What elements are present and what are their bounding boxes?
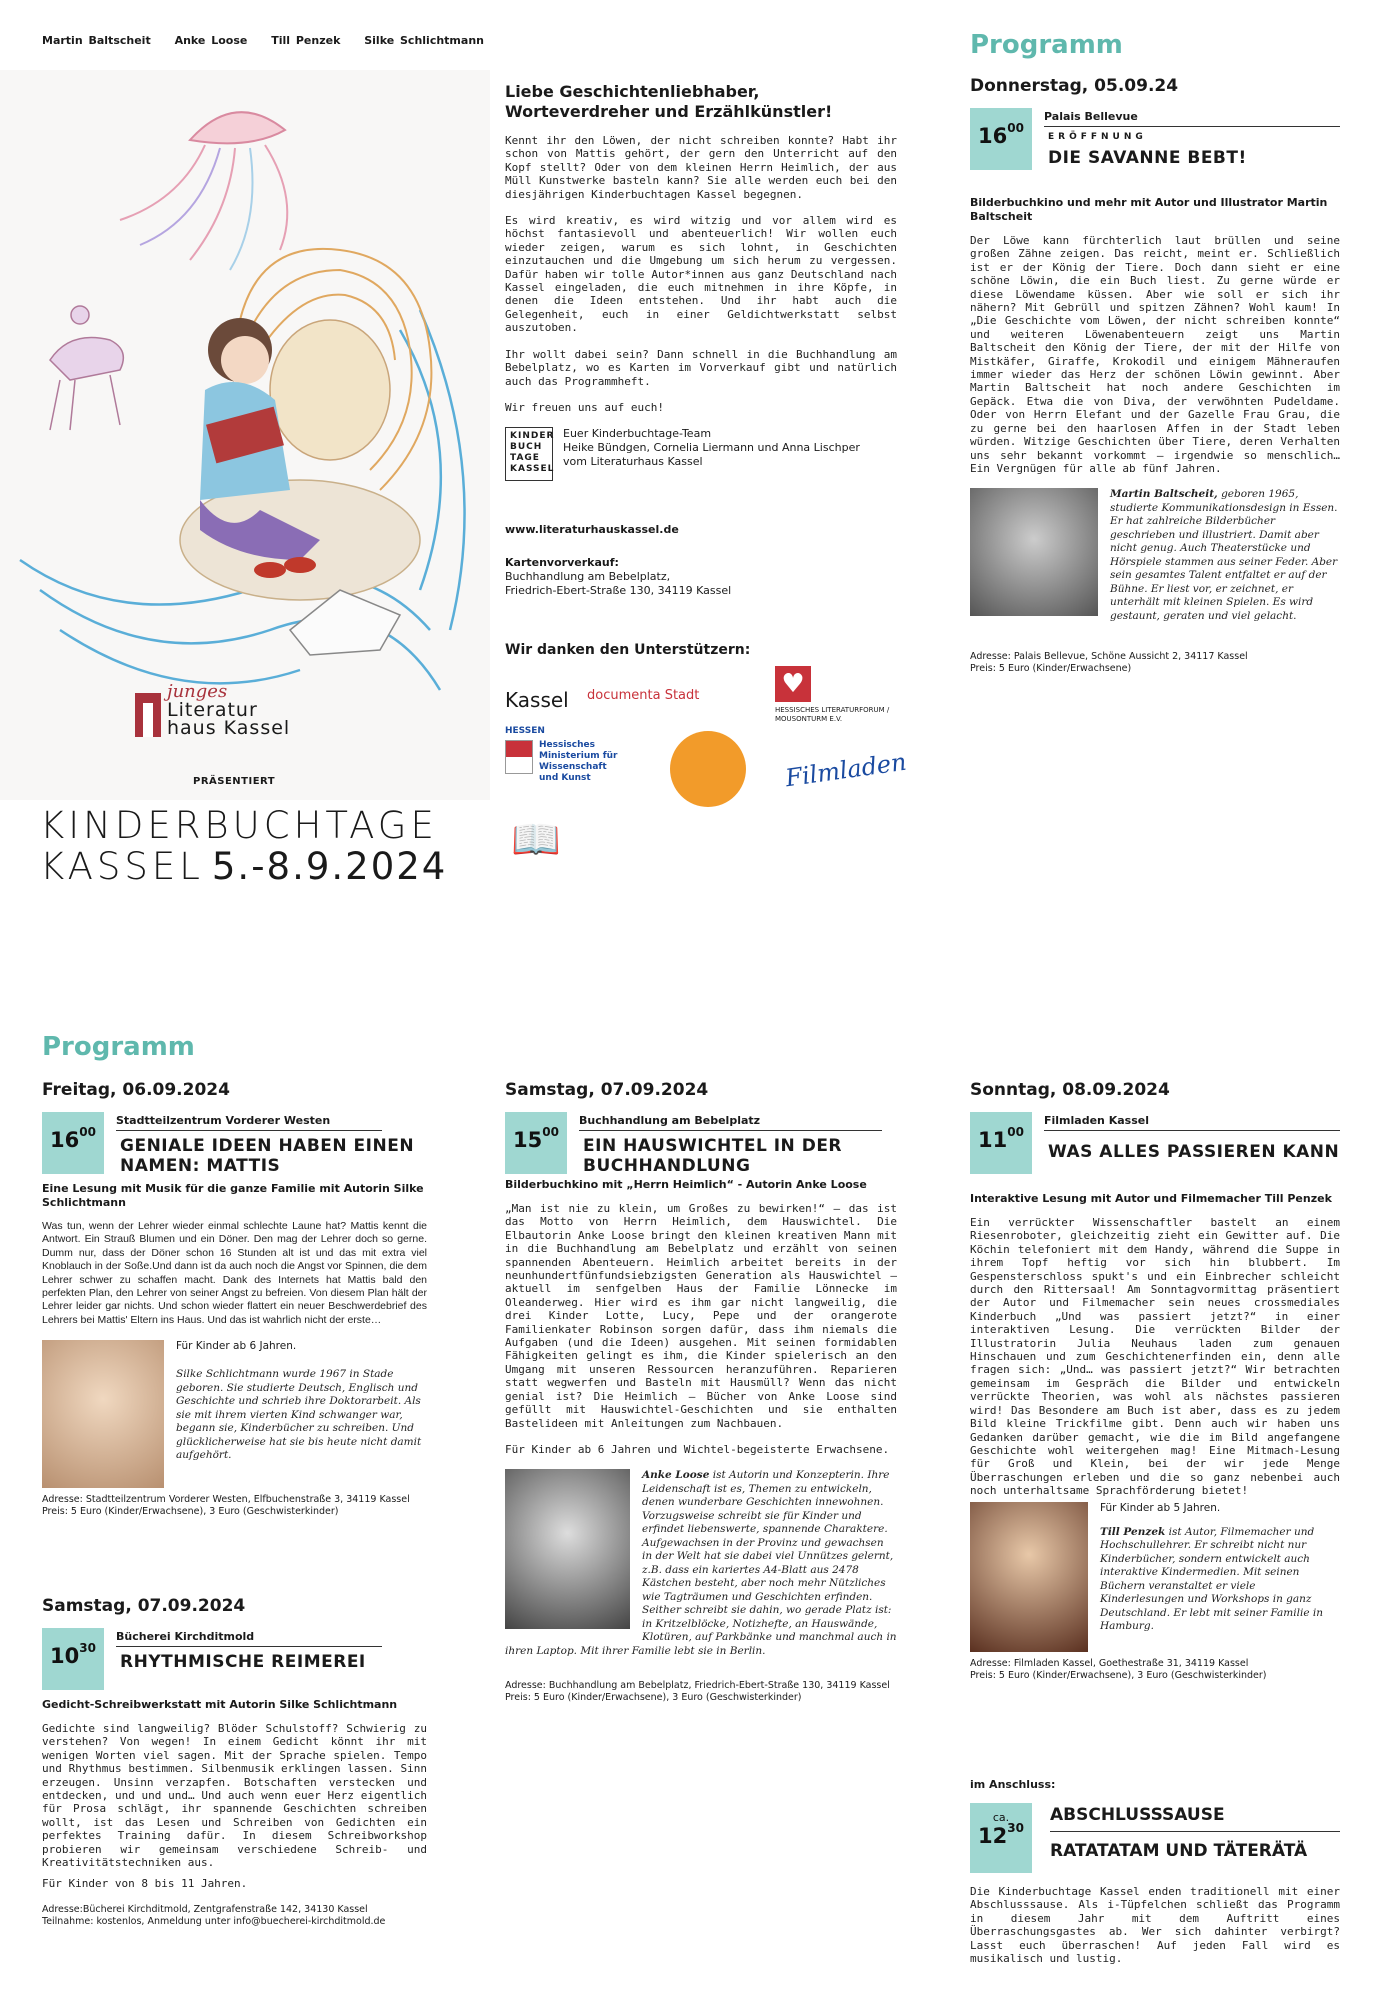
time-box: $15^{00}$ [505, 1112, 567, 1174]
saturday-morning-section [42, 1596, 427, 1928]
sponsor-hlf: HESSISCHES LITERATURFORUM / MOUSONTURM E.V. [775, 706, 890, 724]
author-list [42, 34, 502, 47]
saturday-afternoon-section [505, 1080, 897, 1704]
author-photo [970, 1502, 1088, 1652]
reading-book-icon: 📖 [511, 817, 561, 864]
hero-dates: 5.-8.9.2024 [211, 845, 448, 888]
team-line: Euer Kinderbuchtage-Team [563, 427, 712, 441]
event-title: RATATATAM UND TÄTERÄTÄ [1050, 1841, 1308, 1861]
author-photo [505, 1469, 630, 1629]
author-name: Till Penzek [271, 34, 341, 47]
time-box: ca. $12^{30}$ [970, 1803, 1032, 1873]
logo-line3: haus Kassel [167, 717, 291, 739]
team-signature [505, 427, 897, 481]
event-address: Adresse: Filmladen Kassel, Goethestraße 31, 34119 Kassel Preis: 5 Euro (Kinder/Erwachsene), 3 Euro (Geschwisterkinder) [970, 1657, 1267, 1681]
sunday-section [970, 1080, 1340, 1682]
heart-icon: ♥ [775, 666, 811, 702]
closing-section [970, 1778, 1340, 1978]
hero-line1: KINDERBUCHTAGE [40, 804, 438, 847]
team-line: vom Literaturhaus Kassel [563, 455, 703, 469]
event-subline: Interaktive Lesung mit Autor und Filmemacher Till Penzek [970, 1192, 1332, 1205]
sponsor-documenta: documenta Stadt [587, 688, 700, 704]
event-address: Adresse:Bücherei Kirchditmold, Zentgrafenstraße 142, 34130 Kassel Teilnahme: kostenlos, Anmeldung unter info@buecherei-kirchditmold.de [42, 1903, 386, 1927]
author-name: Silke Schlichtmann [364, 34, 484, 47]
intro-paragraph: Ihr wollt dabei sein? Dann schnell in die Buchhandlung am Bebelplatz, wo es Karten im Vorverkauf gibt und natürlich auch das Programmheft. [505, 347, 897, 388]
sponsor-kassel: Kassel [505, 688, 569, 713]
event-description: Die Kinderbuchtage Kassel enden traditionell mit einer Abschlusssause. Als i-Tüpfelchen schließt das Programm in diesem Jahr mit dem Auftritt eines Überraschungsgastes ab. Wer sich dahinter verbirgt? Lasst euch überraschen! Auf jeden Fall wird es musikalisch und lustig. [970, 1885, 1340, 1966]
sponsor-filmladen: Filmladen [783, 747, 909, 793]
time-box: $16^{00}$ [970, 108, 1032, 170]
presale-info: Kartenvorverkauf: Buchhandlung am Bebelplatz, Friedrich-Ebert-Straße 130, 34119 Kassel [505, 556, 732, 598]
intro-paragraph: Es wird kreativ, es wird witzig und vor allem wird es höchst fantasievoll und abenteuerlich! Wir wollen euch wieder zeigen, warum es sich lohnt, in Geschichten einzutauchen und die Umgebung um sich herum zu vergessen. Dafür haben wir tolle Autor*innen aus ganz Deutschland nach Kassel eingeladen, die euch mitnehmen in ihre Köpfe, in denen die Ideen entstehen. Und ihr habt auch die Gelegenheit, euch in einer Geldichtwerkstatt selbst auszutoben. [505, 214, 897, 335]
event-description: Ein verrückter Wissenschaftler bastelt an einem Riesenroboter, gleichzeitig zieht ein Gewitter auf. Die Köchin telefoniert mit dem Handy, während die Suppe in ihrem Topf heftig vor sich hin blubbert. Im Gespensterschloss spukt's und ein Einbrecher schleicht durch den Rittersaal! Am Sonntagvormittag präsentiert der Autor und Filmemacher sein neues crossmediales Kinderbuch „Und was passiert jetzt?“ in einer interaktiven Lesung. Die verrückten Bilder der Illustratorin Julia Neuhaus laden zum genauen Hinschauen und zum Geschichtenerfinden ein, denn alle fragen sich: „Und… was passiert jetzt?“ Wir betrachten gemeinsam im Gespräch die Bilder und entwickeln verrückte Theorien, was wohl als nächstes passieren wird! Das Besondere am Buch ist aber, dass es zu jedem Bild kleine Trickfilme gibt. Denn auch wir haben uns Gedanken darüber gemacht, wie die im Bild angefangene Geschichte wohl weitergehen mag! Eine Mitmach-Lesung für Groß und Klein, bei der wir jede Menge Überraschungen erleben und die so ganz nebenbei auch noch unterhaltsame Sprachförderung bietet! [970, 1216, 1340, 1498]
event-header [970, 108, 1340, 174]
time-box: $10^{30}$ [42, 1628, 104, 1690]
author-bio: Anke Loose ist Autorin und Konzepterin. Ihre Leidenschaft ist es, Themen zu entwickeln, denen wunderbare Geschichten innewohnen. Vorzugsweise schreibt sie für Kinder und erfindet liebenswerte, spannende Charaktere. Aufgewachsen in der Provinz und gewachsen in der Welt hat sie dabei viel Unnützes gelernt, z.B. dass ein kariertes A4-Blatt aus 2478 Kästchen besteht, aber noch mehr Nützliches wie Tagträumen und Geschichten erfinden. Seither schreibt sie dahin, wo gerade Platz ist: in Kritzelblöcke, Notizhefte, an Hauswände, Klotüren, auf Parkbänke und manchmal auch in ihren Laptop. Mit ihrer Familie lebt sie in Berlin. [505, 1469, 897, 1657]
event-description: Gedichte sind langweilig? Blöder Schulstoff? Schwierig zu verstehen? Von wegen! In einem Gedicht könnt ihr mit wenigen Worten viel sagen. Mit der Sprache spielen. Tempo und Rhythmus bestimmen. Silbenmusik erklingen lassen. Sinn erzeugen. Unsinn verzapfen. Botschaften verstecken und entdecken, und und und… Und auch wenn euer Herz eigentlich für Prosa schlägt, ihr spannende Geschichten schreiben wollt, ist das Lesen und Schreiben von Gedichten ein perfektes Training dafür. In diesem Schreibworkshop probieren wir gemeinsam verschiedene Schreib- und Kreativitätstechniken aus. [42, 1722, 427, 1870]
presents-label: PRÄSENTIERT [193, 776, 276, 787]
venue-name: Buchhandlung am Bebelplatz [579, 1114, 882, 1131]
author-photo [42, 1340, 164, 1488]
venue-name: Filmladen Kassel [1044, 1114, 1340, 1131]
day-heading: Samstag, 07.09.2024 [505, 1080, 709, 1100]
logo-line2: Literatur [167, 699, 258, 721]
event-header [505, 1112, 897, 1174]
website-link[interactable]: www.literaturhauskassel.de [505, 523, 679, 537]
day-heading: Donnerstag, 05.09.24 [970, 76, 1179, 96]
venue-name: Bücherei Kirchditmold [116, 1630, 382, 1647]
event-header [42, 1628, 427, 1690]
hero-city: KASSEL [40, 845, 204, 888]
age-info: Für Kinder ab 5 Jahren. [1100, 1501, 1221, 1514]
event-title: EIN HAUSWICHTEL IN DER BUCHHANDLUNG [583, 1136, 843, 1176]
sponsor-hessen: HESSEN [505, 726, 545, 737]
author-name: Anke Loose [174, 34, 248, 47]
anschluss-label: im Anschluss: [970, 1778, 1056, 1791]
time-box: $11^{00}$ [970, 1112, 1032, 1174]
day-heading: Samstag, 07.09.2024 [42, 1596, 246, 1616]
event-title: RHYTHMISCHE REIMEREI [120, 1652, 366, 1672]
event-description: „Man ist nie zu klein, um Großes zu bewirken!“ – das ist das Motto von Herrn Heimlich, dem Hauswichtel. Die Elbautorin Anke Loose bringt den kleinen kreativen Mann mit in die Buchhandlung am Bebelplatz und erzählt von seinen spannenden Abenteuern. Heimlich arbeitet bereits in der neunhundertfünfundsiebzigsten Generation als Hauswichtel – aktuell im senfgelben Haus der Familie Lönnecke im Oleanderweg. Hier wird es ihm gar nicht langweilig, die drei Kinder Lotte, Lucy, Pepe und der orangerote Familienkater Robinson sorgen dafür, dass ihm niemals die Aufgaben (und die Ideen) ausgehen. Mit seinen formidablen Fähigkeiten gelingt es ihm, die Kinder spielerisch an den Umgang mit unseren Ressourcen heranzuführen. Reparieren statt wegwerfen und Basteln mit Hausmüll? Wenn das nicht genial ist? Die Heimlich – Bücher von Anke Loose sind gefüllt mit Hauswichtel-Geschichten und sie enthalten Bastelideen mit Anleitungen zum Nachbauen. [505, 1202, 897, 1430]
time-box: $16^{00}$ [42, 1112, 104, 1174]
sponsor-hmwk: Hessisches Ministerium für Wissenschaft und Kunst [539, 740, 618, 784]
programm-heading: Programm [970, 30, 1123, 60]
kinderbuchtage-logo: KINDER BUCH TAGE KASSEL [505, 427, 553, 481]
team-line: Heike Bündgen, Cornelia Liermann und Anna Lischper [563, 441, 860, 455]
author-bio: Silke Schlichtmann wurde 1967 in Stade geboren. Sie studierte Deutsch, Englisch und Geschichte und schrieb ihre Doktorarbeit. Als sie mit ihrem vierten Kind schwanger war, begann sie, Kinderbücher zu schreiben. Und glücklicherweise hat sie bis heute nicht damit aufgehört. [176, 1368, 422, 1462]
hessen-crest-icon [505, 740, 533, 774]
age-info: Für Kinder ab 6 Jahren und Wichtel-begeisterte Erwachsene. [505, 1442, 890, 1456]
opening-label: ERÖFFNUNG [1048, 132, 1147, 142]
friday-section [42, 1080, 427, 1518]
event-title: GENIALE IDEEN HABEN EINEN NAMEN: MATTIS [120, 1136, 415, 1176]
venue-name: Palais Bellevue [1044, 110, 1340, 127]
event-address: Adresse: Buchhandlung am Bebelplatz, Friedrich-Ebert-Straße 130, 34119 Kassel Preis: 5 Euro (Kinder/Erwachsene), 3 Euro (Geschwisterkinder) [505, 1680, 890, 1704]
event-address: Adresse: Palais Bellevue, Schöne Aussicht 2, 34117 Kassel Preis: 5 Euro (Kinder/Erwachsene) [970, 651, 1248, 675]
event-header [970, 1803, 1340, 1875]
sponsors-heading: Wir danken den Unterstützern: [505, 642, 751, 659]
programm-heading: Programm [42, 1032, 195, 1062]
event-subline: Bilderbuchkino mit „Herrn Heimlich“ - Autorin Anke Loose [505, 1178, 867, 1191]
intro-column [505, 82, 909, 866]
author-photo [970, 488, 1098, 616]
thursday-section [970, 30, 1340, 675]
event-subline: Bilderbuchkino und mehr mit Autor und Illustrator Martin Baltscheit [970, 196, 1328, 223]
event-description: Der Löwe kann fürchterlich laut brüllen und seine großen Zähne zeigen. Das reicht, meint er. Schließlich ist er der König der Tiere. Doch dann sieht er eine schöne Löwin, die ein Buch liest. Zu gerne würde er diese Löwendame küssen. Aber wie soll er sich ihr nähern? Mit Gebrüll und spitzen Zähnen? Wohl kaum! In „Die Geschichte vom Löwen, der nicht schreiben konnte“ und weiteren Löwenabenteuern zeigt uns Martin Baltscheit den König der Tiere, der mit der Hilfe von Mistkäfer, Giraffe, Krokodil und einigem Mähneraufen immer wieder das Herz der schönen Löwin gewinnt. Aber Martin Baltscheit hat noch andere Geschichten im Gepäck. Etwa die von Diva, der verwöhnten Pudeldame. Oder von Herrn Elefant und der Gazelle Frau Grau, die zu gerne bei den haarlosen Affen in der Stadt leben würden. Witzige Geschichten über Tiere, deren Verhalten uns sehr bekannt vorkommt – irgendwie so menschlich… Ein Vergnügen für alle ab fünf Jahren. [970, 234, 1340, 475]
day-heading: Sonntag, 08.09.2024 [970, 1080, 1170, 1100]
event-subline: Gedicht-Schreibwerkstatt mit Autorin Silke Schlichtmann [42, 1698, 398, 1711]
event-title: WAS ALLES PASSIEREN KANN [1048, 1142, 1340, 1162]
sponsor-logos [505, 666, 909, 866]
author-bio: Till Penzek ist Autor, Filmemacher und Hochschullehrer. Er schreibt nicht nur Kinderbücher, sondern entwickelt auch interaktive Kindermedien. Mit seinen Büchern veranstaltet er viele Kinderlesungen und Workshops in ganz Deutschland. Er lebt mit seiner Familie in Hamburg. [1100, 1525, 1323, 1633]
book-circle-icon [670, 731, 746, 807]
intro-paragraph: Wir freuen uns auf euch! [505, 400, 664, 414]
event-description: Was tun, wenn der Lehrer wieder einmal schlechte Laune hat? Mattis kennt die Antwort. Ein Strauß Blumen und ein Döner. Den mag der Lehrer doch so gerne. Dumm nur, dass der Döner schon 16 Stunden alt ist und das mit extra viel Knoblauch in der Soße.Und dann ist da auch noch die Angst vor Spinnen, die dem Lehrer schwer zu schaffen macht. Dank des Internets hat Mattis bald den perfekten Plan, den Lehrer von seiner Angst zu befreien. Von diesem Plan hält der Lehrer leider gar nichts. Und schon wieder flattert ein neuer Beschwerdebrief des Lehrers bei Mattis' Eltern ins Haus. Und das ist wahrlich nicht der erste… [42, 1220, 427, 1326]
event-header [42, 1112, 427, 1174]
event-subline: Eine Lesung mit Musik für die ganze Familie mit Autorin Silke Schlichtmann [42, 1182, 424, 1209]
event-title: DIE SAVANNE BEBT! [1048, 148, 1247, 168]
event-header [970, 1112, 1340, 1174]
logo-mark-icon [135, 693, 161, 737]
day-heading: Freitag, 06.09.2024 [42, 1080, 230, 1100]
author-bio: Martin Baltscheit, geboren 1965, studierte Kommunikationsdesign in Essen. Er hat zahlreiche Bilderbücher geschrieben und illustriert. Damit aber nicht genug. Auch Theaterstücke und Hörspiele stammen aus seiner Feder. Aber sein gesamtes Talent entfaltet er auf der Bühne. Er liest vor, er zeichnet, er unterhält mit kleinen Spielen. Es wird gestaunt, geraten und viel gelacht. [1110, 488, 1338, 622]
event-address: Adresse: Stadtteilzentrum Vorderer Westen, Elfbuchenstraße 3, 34119 Kassel Preis: 5 Euro (Kinder/Erwachsene), 3 Euro (Geschwisterkinder) [42, 1494, 410, 1518]
intro-greeting: Liebe Geschichtenliebhaber, Worteverdreher und Erzählkünstler! [505, 82, 833, 121]
logo-line1: junges [167, 681, 228, 702]
age-info: Für Kinder von 8 bis 11 Jahren. [42, 1877, 248, 1891]
hero-title [40, 805, 447, 887]
author-name: Martin Baltscheit [42, 34, 151, 47]
venue-name: Stadtteilzentrum Vorderer Westen [116, 1114, 382, 1131]
age-info: Für Kinder ab 6 Jahren. [176, 1340, 297, 1353]
literaturhaus-logo [135, 683, 335, 737]
intro-paragraph: Kennt ihr den Löwen, der nicht schreiben konnte? Habt ihr schon von Mattis gehört, der gern den Unterricht auf den Kopf stellt? Oder von dem kleinen Herrn Heimlich, der aus Müll Kunstwerke basteln kann? Sie alle werden euch bei den diesjährigen Kinderbuchtagen Kassel begegnen. [505, 134, 897, 201]
event-title: ABSCHLUSSSAUSE [1050, 1805, 1340, 1832]
